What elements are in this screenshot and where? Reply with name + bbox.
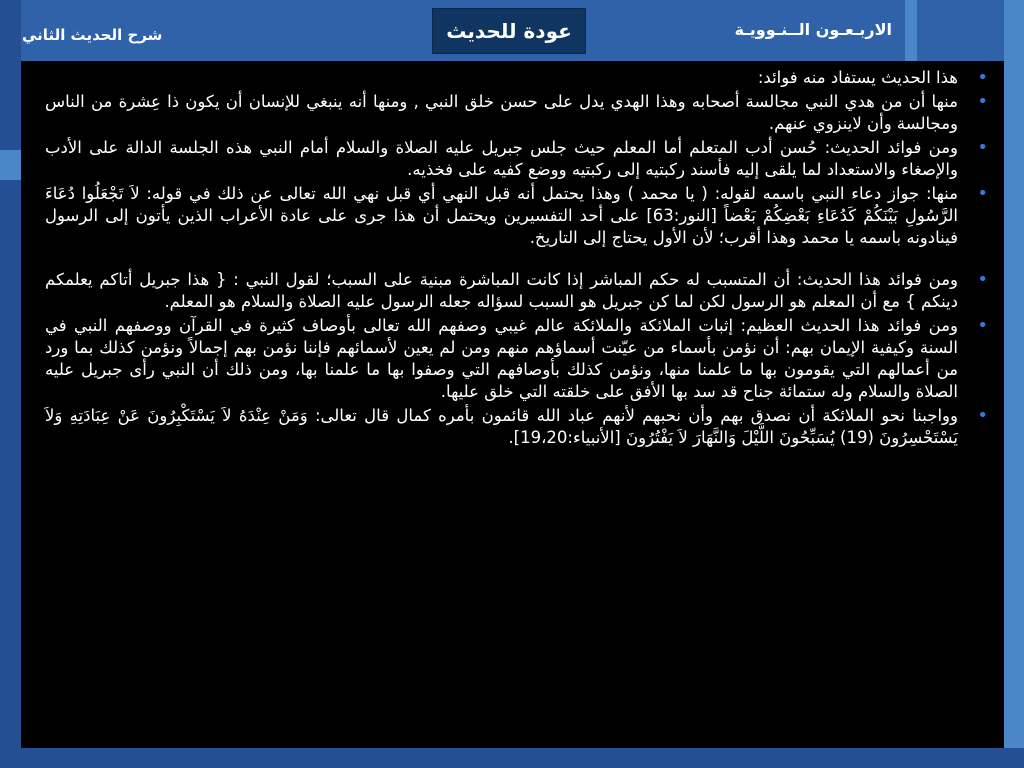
- bullet-item: • هذا الحديث يستفاد منه فوائد:: [45, 67, 958, 89]
- bullet-item: • ومن فوائد هذا الحديث: أن المتسبب له حكم المباشر إذا كانت المباشرة مبنية على السبب؛ لقول النبي : { هذا جبريل أتاكم يعلمكم دينكم } مع أن المعلم هو الرسول لكن لما كن جبريل هو السبب لسؤاله جعله الرسول عليه الصلاة والسلام هو المعلم.: [45, 269, 958, 313]
- header-right-text: الاربـعـون الــنـوويـة: [734, 20, 892, 39]
- bullet-item: • وواجبنا نحو الملائكة أن نصدق بهم وأن نحبهم لأنهم عباد الله قائمون بأمره كمال قال تعالى: وَمَنْ عِنْدَهُ لاَ يَسْتَكْبِرُونَ عَنْ عِبَادَتِهِ وَلاَ يَسْتَحْسِرُونَ (19) يُسَبِّحُونَ اللَّيْلَ وَالنَّهَارَ لاَ يَفْتُرُونَ [الأنبياء:19،20].: [45, 405, 958, 449]
- background-stripe-right: [1004, 0, 1024, 768]
- background-band-left: [0, 0, 21, 768]
- header-left-text: شرح الحديث الثاني: [22, 26, 163, 44]
- slide-content: [21, 61, 1004, 748]
- background-stripe-left: [0, 150, 21, 180]
- bullet-item: • ومن فوائد الحديث: حُسن أدب المتعلم أما المعلم حيث جلس جبريل عليه الصلاة والسلام أمام النبي هذه الجلسة الدالة على الأدب والإصغاء والاستعداد لما يلقى إليه فأسند ركبتيه إلى ركبتيه ووضع كفيه على فخذيه.: [45, 137, 958, 181]
- slide-title: عودة للحديث: [432, 8, 586, 54]
- background-band-bottom: [0, 748, 1024, 768]
- slide-header: [0, 0, 1024, 62]
- bullet-item: • ومن فوائد هذا الحديث العظيم: إثبات الملائكة والملائكة عالم غيبي وصفهم الله تعالى بأوصاف كثيرة في القرآن ووصفهم النبي في السنة وكيفية الإيمان بهم: أن نؤمن بأسماء من عيّنت أسماؤهم منهم ومن لم يعين لأسمائهم فإننا نؤمن بهم إجمالاً ونؤمن كذلك بما ورد من أعمالهم التي يقومون بها ما علمنا منها، ونؤمن كذلك بأوصافهم التي وصفوا بها ما علمنا بها، ومن ذلك أن النبي رأى جبريل عليه الصلاة والسلام وله ستمائة جناح قد سد بها الأفق على خلقته التي خلق عليها.: [45, 315, 958, 403]
- bullet-list: [45, 67, 958, 449]
- bullet-item: • منها: جواز دعاء النبي باسمه لقوله: ( يا محمد ) وهذا يحتمل أنه قبل النهي أي قبل نهي الله تعالى عن ذلك في قوله: لاَ تَجْعَلُوا دُعَاءَ الرَّسُولِ بَيْنَكُمْ كَدُعَاءِ بَعْضِكُمْ بَعْضاً [النور:63] على أحد التفسيرين ويحتمل أن هذا جرى على عادة الأعراب الذين يأتون إلى الرسول فينادونه باسمه يا محمد وهذا أقرب؛ لأن الأول يحتاج إلى التاريخ.: [45, 183, 958, 249]
- bullet-item: • منها أن من هدي النبي مجالسة أصحابه وهذا الهدي يدل على حسن خلق النبي , ومنها أنه ينبغي للإنسان أن يكون ذا عِشرة من الناس ومجالسة وأن لاينزوي عنهم.: [45, 91, 958, 135]
